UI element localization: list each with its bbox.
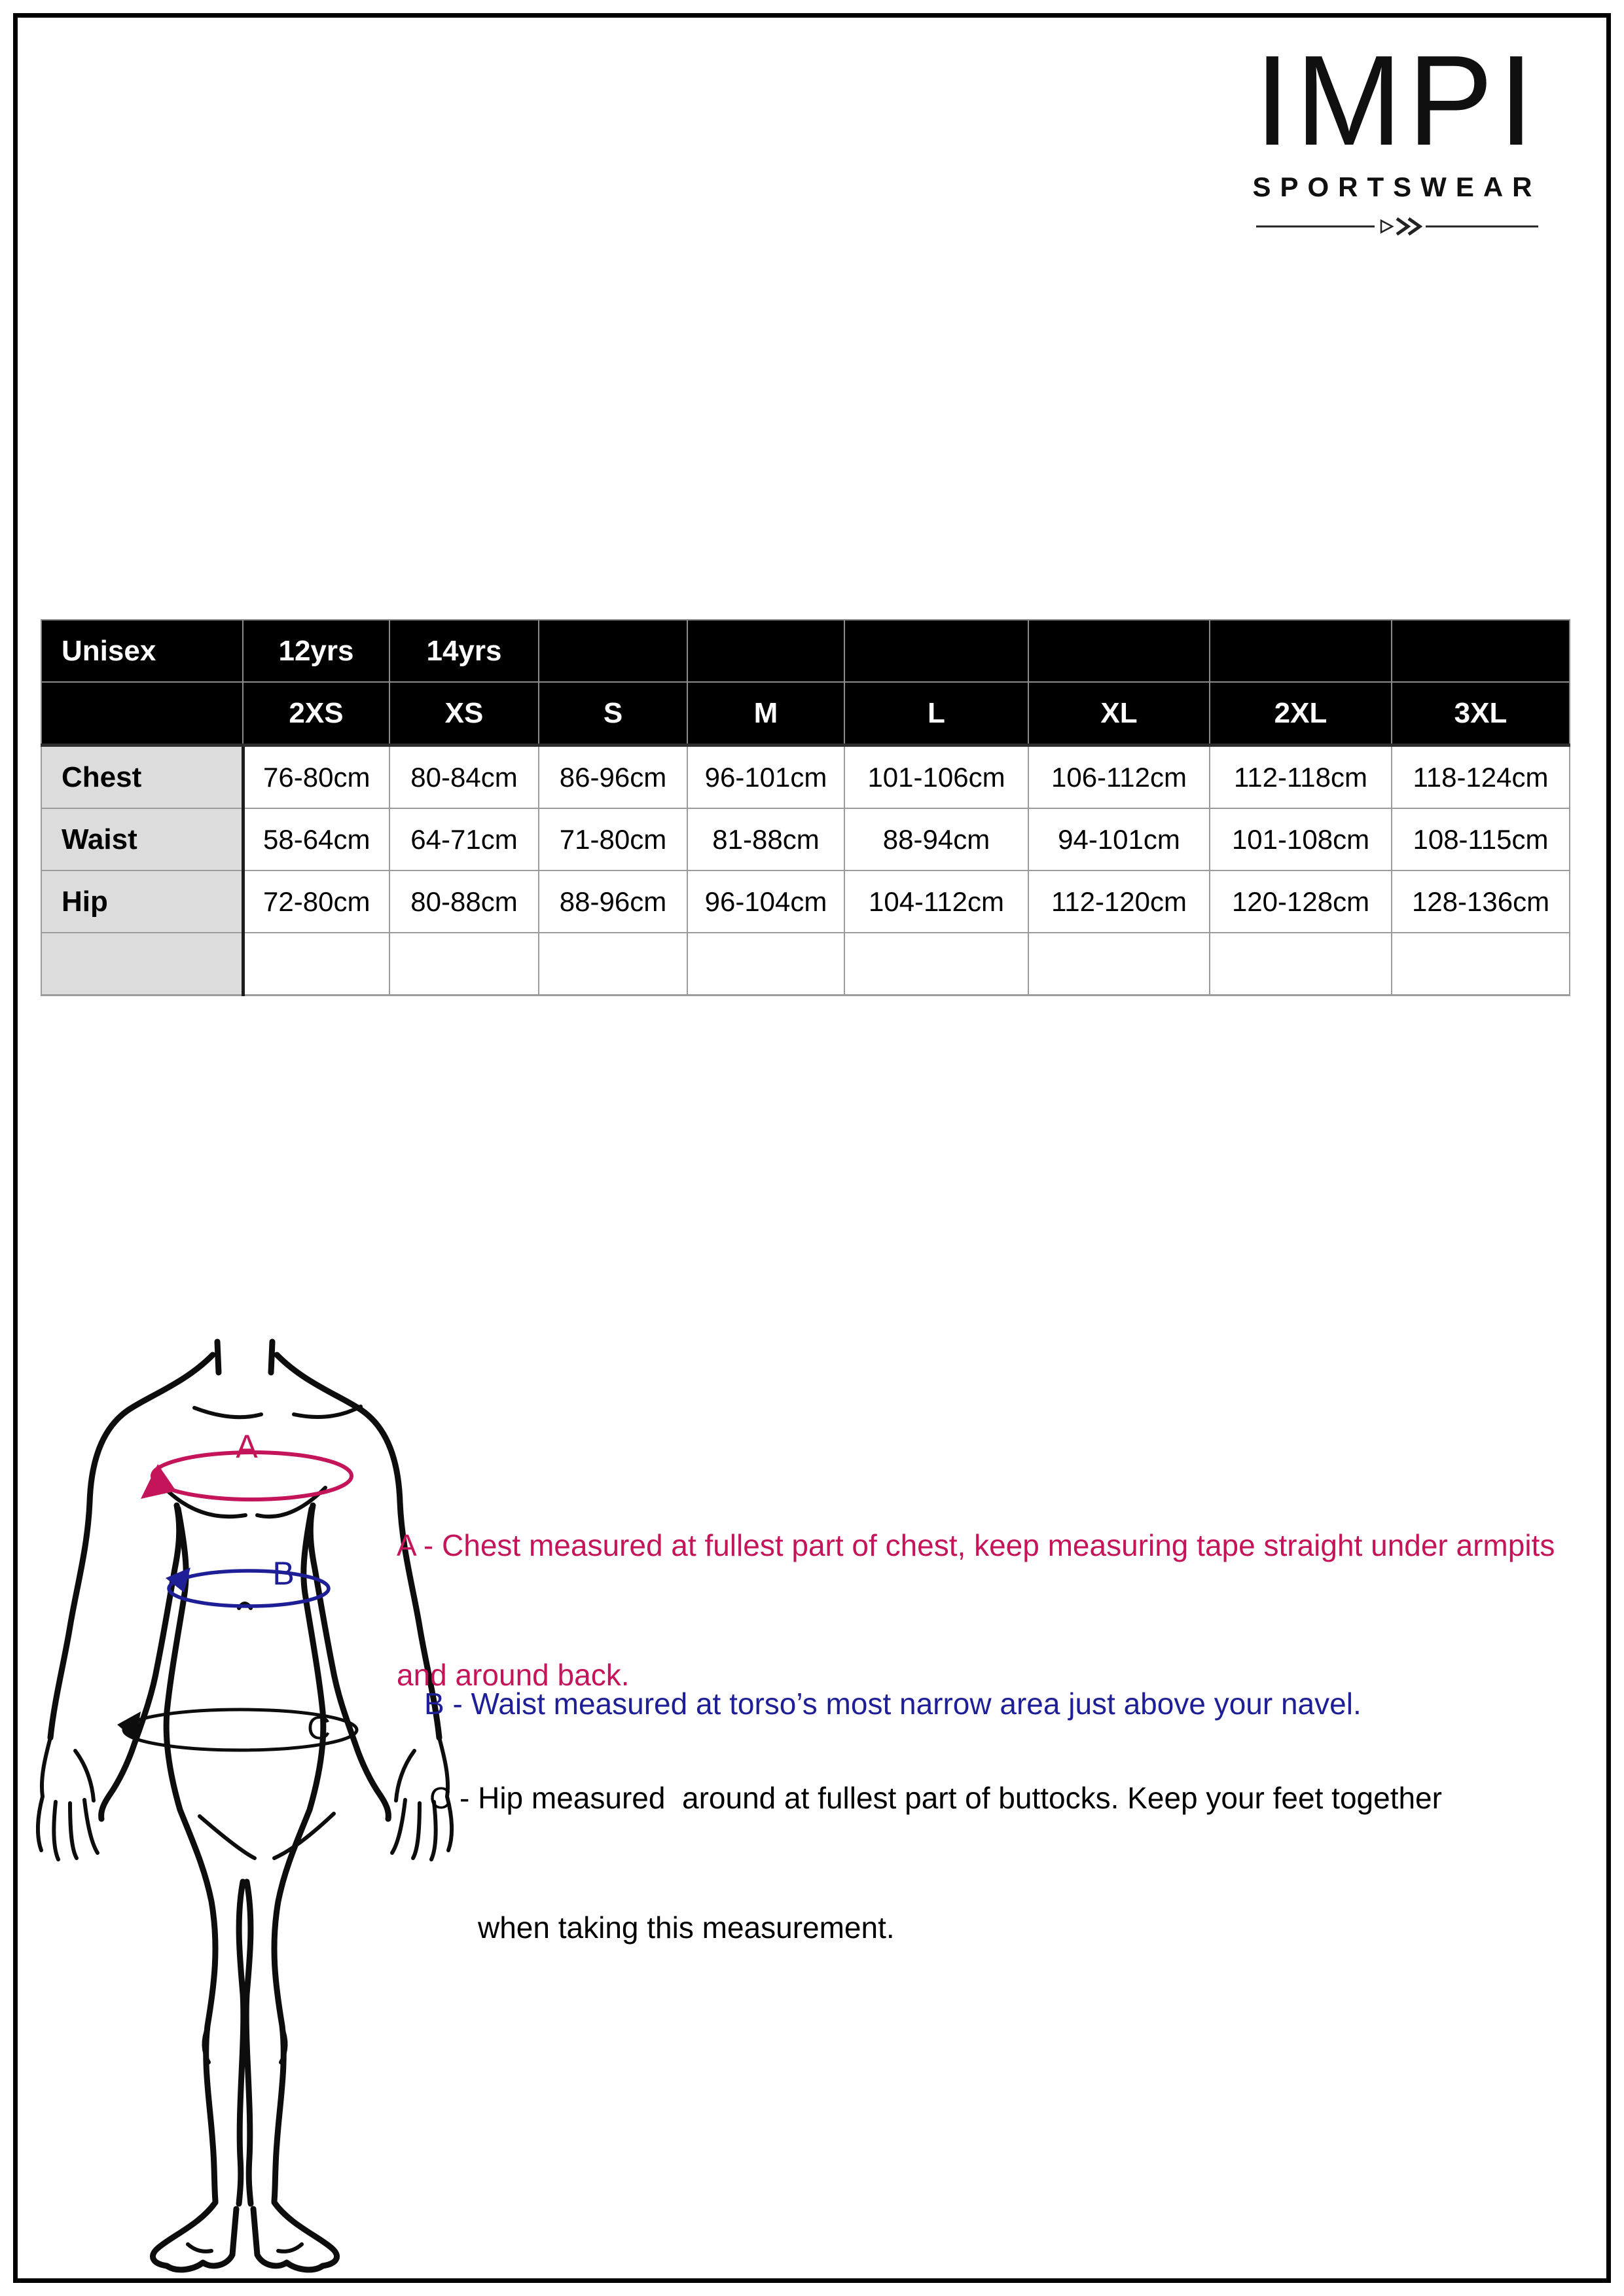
row-label-empty <box>41 933 243 996</box>
waist-value: 81-88cm <box>687 808 844 870</box>
chest-note-line1: A - Chest measured at fullest part of chest, keep measuring tape straight under armpits <box>397 1528 1555 1562</box>
chest-value: 80-84cm <box>389 745 539 809</box>
waist-value: 101-108cm <box>1210 808 1392 870</box>
chest-value: 101-106cm <box>844 745 1028 809</box>
table-row-waist <box>41 808 1570 870</box>
waist-value: 108-115cm <box>1392 808 1570 870</box>
hip-value: 88-96cm <box>539 870 687 933</box>
chest-note-line2: and around back. <box>397 1658 630 1692</box>
hip-measure-ellipse <box>117 1710 357 1750</box>
table-row-sizes <box>41 682 1570 745</box>
brand-name: IMPI <box>1254 29 1540 172</box>
hip-value: 96-104cm <box>687 870 844 933</box>
empty-cell <box>1210 933 1392 996</box>
chest-value: 106-112cm <box>1028 745 1210 809</box>
header-empty <box>539 620 687 682</box>
header-size: XL <box>1028 682 1210 745</box>
header-unisex: Unisex <box>41 620 243 682</box>
header-size: 2XL <box>1210 682 1392 745</box>
hip-label: C <box>306 1710 331 1746</box>
table-row-ages <box>41 620 1570 682</box>
hip-value: 128-136cm <box>1392 870 1570 933</box>
waist-value: 71-80cm <box>539 808 687 870</box>
waist-value: 94-101cm <box>1028 808 1210 870</box>
header-size: S <box>539 682 687 745</box>
waist-value: 64-71cm <box>389 808 539 870</box>
header-size: 3XL <box>1392 682 1570 745</box>
chest-value: 118-124cm <box>1392 745 1570 809</box>
row-label-chest: Chest <box>41 745 243 809</box>
header-size: XS <box>389 682 539 745</box>
brand-logo <box>1242 29 1551 241</box>
chest-value: 96-101cm <box>687 745 844 809</box>
hip-note-line2: when taking this measurement. <box>478 1910 895 1945</box>
header-size: M <box>687 682 844 745</box>
hip-value: 104-112cm <box>844 870 1028 933</box>
body-outline <box>38 1342 452 2270</box>
hip-note <box>429 1690 1442 2036</box>
chest-value: 112-118cm <box>1210 745 1392 809</box>
chest-measure-ellipse <box>141 1428 352 1499</box>
chevron-arrows-icon <box>1381 219 1420 234</box>
empty-cell <box>687 933 844 996</box>
header-12yrs: 12yrs <box>243 620 389 682</box>
header-size: 2XS <box>243 682 389 745</box>
header-empty <box>1392 620 1570 682</box>
waist-value: 88-94cm <box>844 808 1028 870</box>
hip-value: 80-88cm <box>389 870 539 933</box>
header-14yrs: 14yrs <box>389 620 539 682</box>
waist-note-line1: B - Waist measured at torso’s most narrow area just above your navel. <box>424 1687 1362 1721</box>
header-empty <box>687 620 844 682</box>
hip-value: 72-80cm <box>243 870 389 933</box>
chest-value: 76-80cm <box>243 745 389 809</box>
table-row-chest <box>41 745 1570 809</box>
waist-label: B <box>272 1555 295 1592</box>
header-empty <box>1210 620 1392 682</box>
size-table <box>41 619 1570 996</box>
waist-value: 58-64cm <box>243 808 389 870</box>
empty-cell <box>844 933 1028 996</box>
empty-cell <box>243 933 389 996</box>
hip-note-line1: C - Hip measured around at fullest part of buttocks. Keep your feet together <box>429 1781 1442 1815</box>
empty-cell <box>539 933 687 996</box>
row-label-waist: Waist <box>41 808 243 870</box>
header-empty <box>41 682 243 745</box>
empty-cell <box>389 933 539 996</box>
logo-divider <box>1253 212 1541 241</box>
empty-cell <box>1392 933 1570 996</box>
brand-subtitle: SPORTSWEAR <box>1252 171 1542 202</box>
chest-label: A <box>236 1428 258 1465</box>
header-size: L <box>844 682 1028 745</box>
hip-value: 120-128cm <box>1210 870 1392 933</box>
table-row-empty <box>41 933 1570 996</box>
chest-value: 86-96cm <box>539 745 687 809</box>
header-empty <box>844 620 1028 682</box>
hip-value: 112-120cm <box>1028 870 1210 933</box>
header-empty <box>1028 620 1210 682</box>
table-row-hip <box>41 870 1570 933</box>
row-label-hip: Hip <box>41 870 243 933</box>
empty-cell <box>1028 933 1210 996</box>
